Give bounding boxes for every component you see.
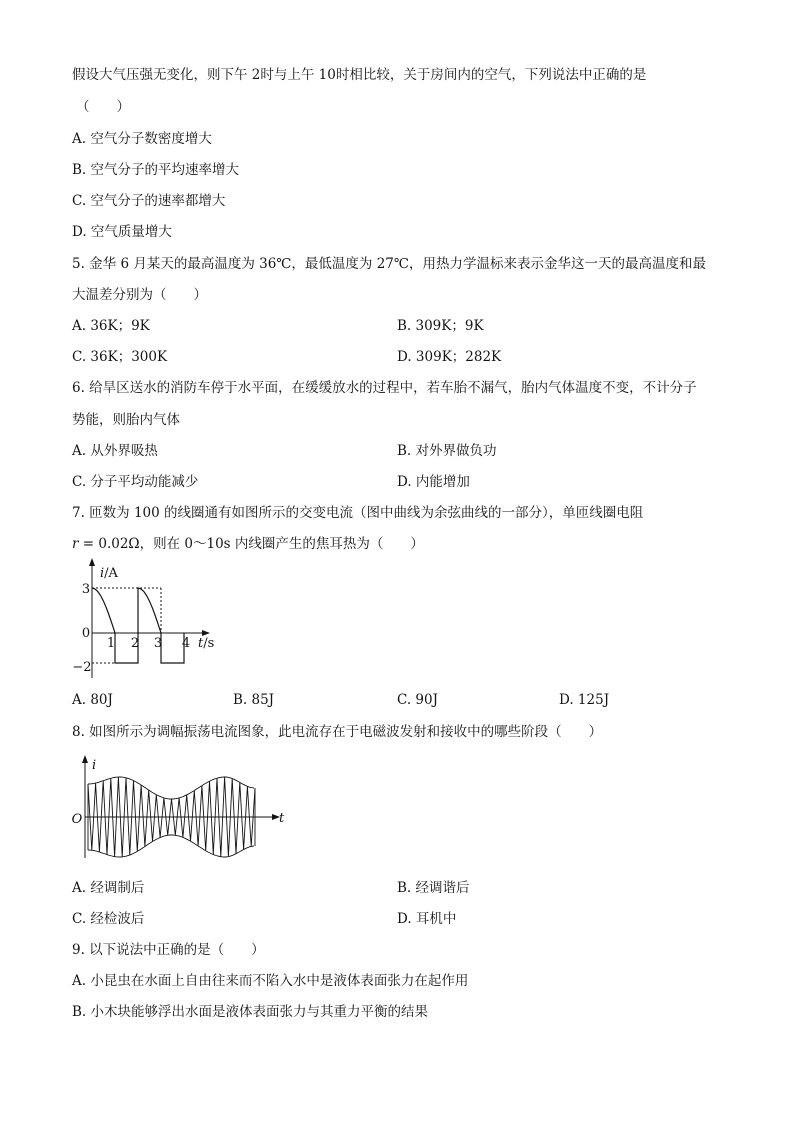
y-axis-arrow [82, 755, 88, 763]
y-tick-label-3: 3 [81, 582, 91, 597]
x-tick-label-4: 4 [181, 636, 191, 651]
y-axis-label: i [92, 758, 97, 773]
y-axis-label-var: i [100, 566, 105, 581]
q7-current-graph [70, 556, 220, 684]
q5-option-a: A. 36K；9K [72, 318, 150, 334]
q9-stem: 9. 以下说法中正确的是（ ） [72, 942, 265, 958]
q4-option-d: D. 空气质量增大 [72, 224, 172, 240]
current-curve-0 [92, 588, 184, 663]
q7-option-a: A. 80J [72, 692, 113, 708]
q5-option-b: B. 309K；9K [397, 318, 484, 334]
y-axis-label [100, 566, 119, 581]
q6-option-b: B. 对外界做负功 [397, 443, 497, 459]
q7-stem-rest: ，则在 0～10s 内线圈产生的焦耳热为（ ） [139, 536, 424, 552]
q7-stem-line-2 [72, 536, 424, 552]
x-tick-label-3: 3 [153, 636, 163, 651]
y-axis-label-unit: /A [104, 566, 118, 581]
q6-stem-line-1: 6. 给旱区送水的消防车停于水平面，在缓缓放水的过程中，若车胎不漏气，胎内气体温度不变，不计分子 [72, 380, 697, 396]
q8-option-a: A. 经调制后 [72, 880, 145, 896]
q6-option-d: D. 内能增加 [397, 474, 470, 490]
q8-option-d: D. 耳机中 [397, 911, 457, 927]
q8-option-b: B. 经调谐后 [397, 880, 470, 896]
q9-option-b: B. 小木块能够浮出水面是液体表面张力与其重力平衡的结果 [72, 1004, 429, 1020]
x-axis-label [198, 636, 214, 651]
q4-answer-blank: （ ） [76, 99, 130, 115]
q8-option-c: C. 经检波后 [72, 911, 145, 927]
q7-option-c: C. 90J [397, 692, 439, 708]
q9-option-a: A. 小昆虫在水面上自由往来而不陷入水中是液体表面张力在起作用 [72, 973, 469, 989]
q6-option-c: C. 分子平均动能减少 [72, 474, 199, 490]
y-axis-arrow [89, 558, 95, 566]
origin-label: O [71, 812, 83, 827]
q7-resistance-symbol: r [72, 536, 79, 552]
q5-stem-line-1: 5. 金华 6 月某天的最高温度为 36℃，最低温度为 27℃，用热力学温标来表示金华这一天的最高温度和最 [72, 256, 706, 272]
q5-stem-line-2: 大温差分别为（ ） [72, 287, 207, 303]
x-axis-label-var: t [198, 636, 204, 651]
q6-stem-line-2: 势能，则胎内气体 [72, 412, 180, 428]
q5-option-d: D. 309K；282K [397, 349, 502, 365]
q4-stem: 假设大气压强无变化，则下午 2时与上午 10时相比较，关于房间内的空气，下列说法中正确的是 [72, 67, 647, 83]
q4-option-c: C. 空气分子的速率都增大 [72, 193, 226, 209]
y-tick-label-0: 0 [81, 626, 91, 641]
q7-stem-line-1: 7. 匝数为 100 的线圈通有如图所示的交变电流（图中曲线为余弦曲线的一部分），单匝线圈电阻 [72, 505, 644, 521]
q7-graph-marks [92, 588, 184, 663]
q6-option-a: A. 从外界吸热 [72, 443, 158, 459]
q7-option-b: B. 85J [233, 692, 275, 708]
y-tick-label-neg2: −2 [72, 660, 92, 675]
q7-option-d: D. 125J [559, 692, 610, 708]
x-tick-label-1: 1 [106, 636, 116, 651]
q4-option-b: B. 空气分子的平均速率增大 [72, 162, 240, 178]
q8-am-current-graph [70, 752, 292, 862]
x-tick-label-2: 2 [130, 636, 140, 651]
q5-option-c: C. 36K；300K [72, 349, 168, 365]
x-axis-label-unit: /s [203, 636, 215, 651]
upper-envelope [88, 777, 254, 799]
q7-resistance-value: = 0.02Ω [78, 536, 140, 552]
q4-option-a: A. 空气分子数密度增大 [72, 131, 212, 147]
q8-stem: 8. 如图所示为调幅振荡电流图象，此电流存在于电磁波发射和接收中的哪些阶段（ ） [72, 724, 603, 740]
x-axis-label: t [279, 811, 285, 826]
